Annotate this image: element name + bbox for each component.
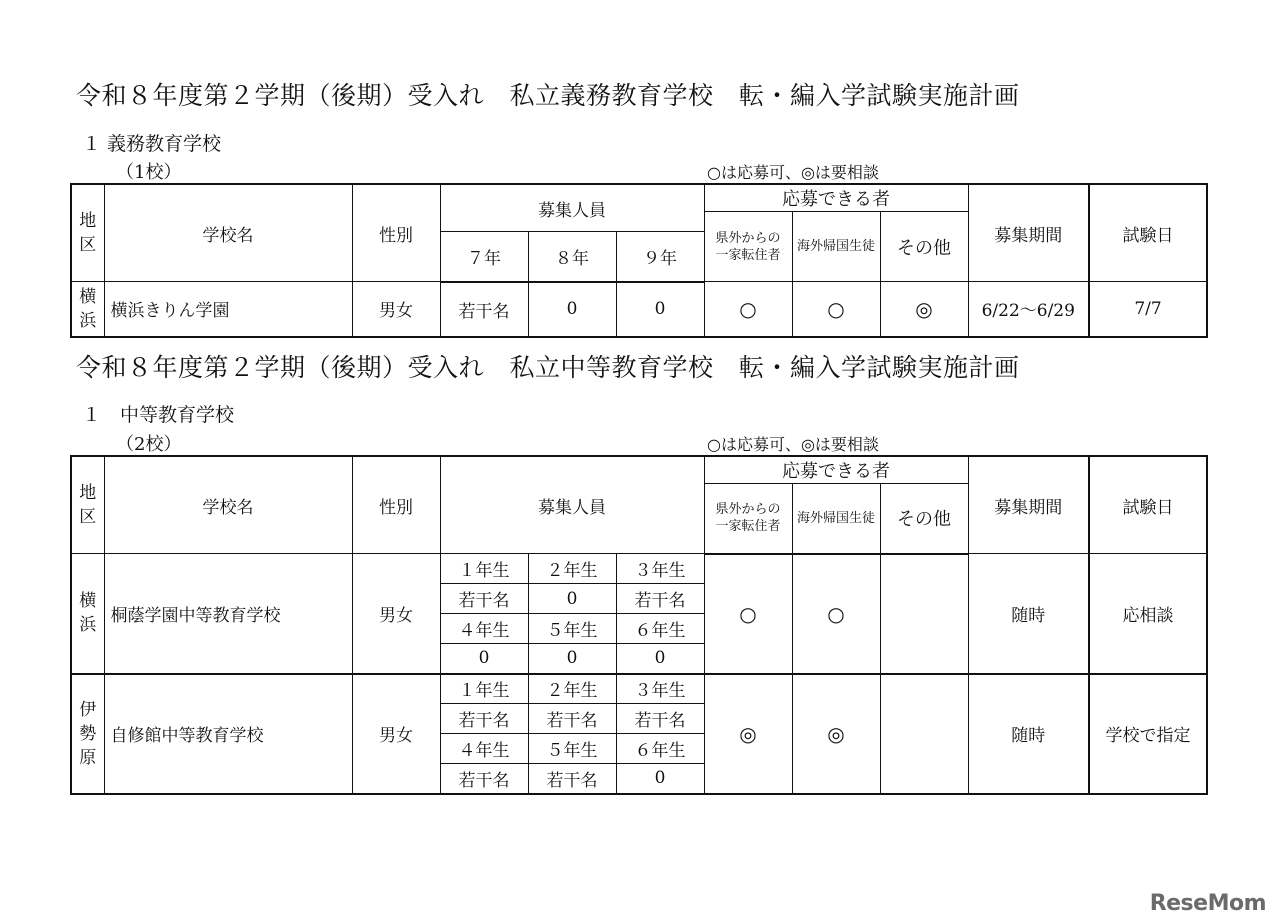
- section2-table: [70, 455, 1208, 795]
- count-cell: 0: [528, 644, 616, 674]
- overseas-mark: ○: [792, 554, 880, 674]
- count-cell: 0: [616, 644, 704, 674]
- section1-note: ○は応募可、◎は要相談: [707, 163, 879, 182]
- overseas-mark: ○: [792, 282, 880, 337]
- exam-cell: 7/7: [1089, 282, 1207, 337]
- header-school: 学校名: [104, 456, 352, 554]
- overseas-mark: ◎: [792, 674, 880, 794]
- count-cell: 若干名: [528, 704, 616, 734]
- header-out-of-pref: 県外からの一家転住者: [704, 212, 792, 282]
- count-cell: 0: [440, 644, 528, 674]
- school-name: 自修館中等教育学校: [104, 674, 352, 794]
- grade-label: ９年: [616, 232, 704, 282]
- gender-cell: 男女: [352, 674, 440, 794]
- header-exam: 試験日: [1089, 456, 1207, 554]
- header-other: その他: [880, 212, 968, 282]
- table-row: [71, 674, 1207, 704]
- period-cell: 随時: [968, 554, 1089, 674]
- grade-label: ３年生: [616, 554, 704, 584]
- header-recruit: 募集人員: [440, 184, 704, 232]
- other-mark: [880, 554, 968, 674]
- header-overseas: 海外帰国生徒: [792, 212, 880, 282]
- header-out-of-pref: 県外からの一家転住者: [704, 484, 792, 554]
- section1-subheading: １ 義務教育学校: [82, 133, 222, 155]
- grade-label: ２年生: [528, 674, 616, 704]
- count-cell: 0: [528, 282, 616, 337]
- grade-label: ４年生: [440, 614, 528, 644]
- count-cell: 若干名: [528, 764, 616, 794]
- header-applicants: 応募できる者: [704, 184, 968, 212]
- count-cell: 若干名: [440, 282, 528, 337]
- count-cell: 若干名: [616, 704, 704, 734]
- out-of-pref-mark: ◎: [704, 674, 792, 794]
- header-recruit: 募集人員: [440, 456, 704, 554]
- other-mark: [880, 674, 968, 794]
- header-period: 募集期間: [968, 456, 1089, 554]
- grade-label: ５年生: [528, 614, 616, 644]
- other-mark: ◎: [880, 282, 968, 337]
- section1-title: 令和８年度第２学期（後期）受入れ 私立義務教育学校 転・編入学試験実施計画: [76, 81, 1020, 110]
- grade-label: ７年: [440, 232, 528, 282]
- region-cell: 伊勢原: [71, 674, 104, 794]
- section2-count: （2校）: [116, 434, 182, 455]
- gender-cell: 男女: [352, 282, 440, 337]
- header-period: 募集期間: [968, 184, 1089, 282]
- grade-label: ６年生: [616, 614, 704, 644]
- header-gender: 性別: [352, 184, 440, 282]
- region-cell: 横浜: [71, 282, 104, 337]
- school-name: 横浜きりん学園: [104, 282, 352, 337]
- header-gender: 性別: [352, 456, 440, 554]
- header-school: 学校名: [104, 184, 352, 282]
- resemom-logo: ReseMom: [1149, 891, 1266, 916]
- table-row: [71, 554, 1207, 584]
- count-cell: 0: [528, 584, 616, 614]
- gender-cell: 男女: [352, 554, 440, 674]
- header-applicants: 応募できる者: [704, 456, 968, 484]
- out-of-pref-mark: ○: [704, 282, 792, 337]
- region-cell: 横浜: [71, 554, 104, 674]
- grade-label: ８年: [528, 232, 616, 282]
- count-cell: 若干名: [440, 584, 528, 614]
- grade-label: ３年生: [616, 674, 704, 704]
- section2-title: 令和８年度第２学期（後期）受入れ 私立中等教育学校 転・編入学試験実施計画: [76, 353, 1020, 382]
- header-other: その他: [880, 484, 968, 554]
- school-name: 桐蔭学園中等教育学校: [104, 554, 352, 674]
- exam-cell: 学校で指定: [1089, 674, 1207, 794]
- grade-label: １年生: [440, 554, 528, 584]
- out-of-pref-mark: ○: [704, 554, 792, 674]
- count-cell: 若干名: [440, 704, 528, 734]
- section2-note: ○は応募可、◎は要相談: [707, 435, 879, 454]
- count-cell: 0: [616, 764, 704, 794]
- header-region: 地区: [71, 184, 104, 282]
- count-cell: 若干名: [440, 764, 528, 794]
- section2-subheading: １ 中等教育学校: [82, 404, 235, 426]
- period-cell: 6/22〜6/29: [968, 282, 1089, 337]
- exam-cell: 応相談: [1089, 554, 1207, 674]
- period-cell: 随時: [968, 674, 1089, 794]
- grade-label: １年生: [440, 674, 528, 704]
- table-row: [71, 282, 1207, 337]
- grade-label: ５年生: [528, 734, 616, 764]
- section1-table: [70, 183, 1208, 338]
- grade-label: ２年生: [528, 554, 616, 584]
- count-cell: 若干名: [616, 584, 704, 614]
- grade-label: ４年生: [440, 734, 528, 764]
- header-overseas: 海外帰国生徒: [792, 484, 880, 554]
- header-region: 地区: [71, 456, 104, 554]
- grade-label: ６年生: [616, 734, 704, 764]
- section1-count: （1校）: [116, 162, 182, 183]
- count-cell: 0: [616, 282, 704, 337]
- header-exam: 試験日: [1089, 184, 1207, 282]
